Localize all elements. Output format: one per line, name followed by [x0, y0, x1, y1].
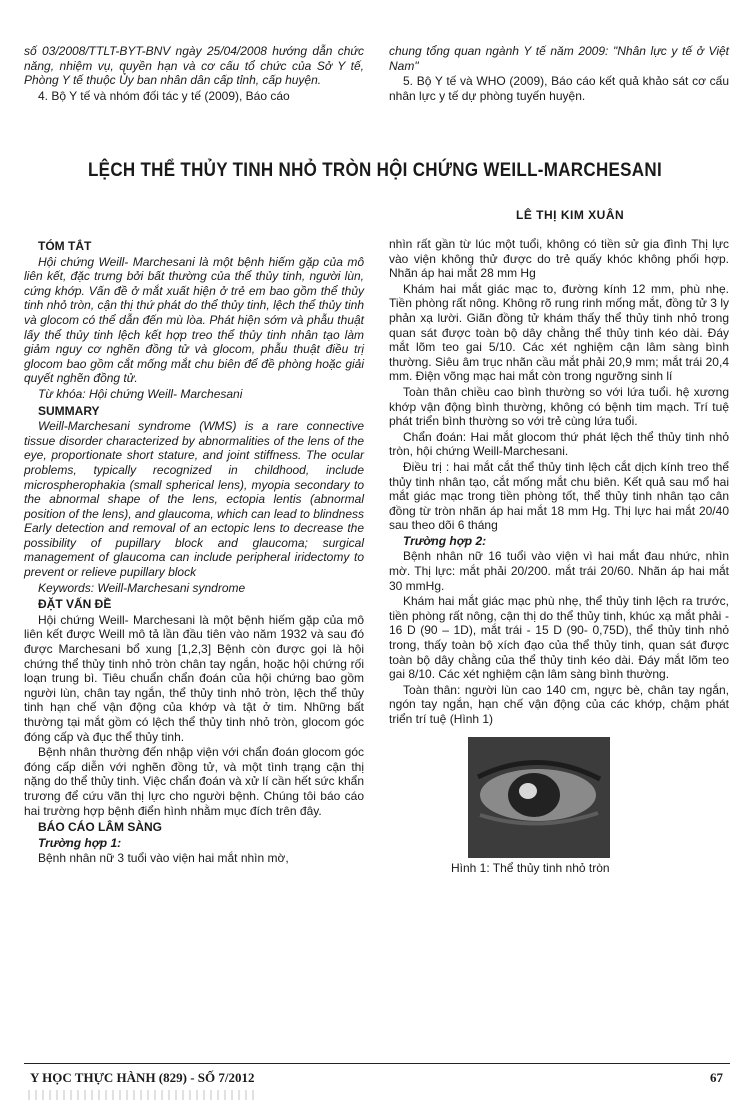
- summary-heading: SUMMARY: [38, 403, 100, 418]
- case-2-history: Bệnh nhân nữ 16 tuổi vào viện vì hai mắt đau nhức, nhìn mờ. Thị lực: mắt phải 20/200. mắt trái 20/60. Nhãn áp hai mắt 30 mmHg.: [389, 549, 729, 593]
- case-1-treatment: Điều trị : hai mắt cắt thể thủy tinh lệch cắt dịch kính treo thể thủy tinh nhân tạo, cắt mống mắt chu biên. Kết quả sau mổ hai mắt giác mạc trong tiền phòng tốt, thể thủy tinh nhân tạo cân đồng từ tròn nhãn áp hai mắt 18 mm Hg. Thị lực hai mắt 20/40 sau theo dõi 6 tháng: [389, 459, 729, 533]
- reference-4-tail: chung tổng quan ngành Y tế năm 2009: "Nhân lực y tế ở Việt Nam": [389, 44, 729, 73]
- reference-5: 5. Bộ Y tế và WHO (2009), Báo cáo kết quả khảo sát cơ cấu nhân lực y tế dự phòng tuyến huyện.: [389, 74, 729, 103]
- reference-3-tail: số 03/2008/TTLT-BYT-BNV ngày 25/04/2008 hướng dẫn chức năng, nhiệm vụ, quyền hạn và cơ cấu tổ chức của Sở Y tế, Phòng Y tế thuộc Ủy ban nhân dân cấp tỉnh, cấp huyện.: [24, 44, 364, 88]
- case-report-heading: BÁO CÁO LÂM SÀNG: [38, 820, 162, 835]
- case-2-exam: Khám hai mắt giác mạc phù nhẹ, thể thủy tinh lệch ra trước, tiền phòng rất nông, cận thị do thể thủy tinh, khúc xạ mắt phải - 16 D (90 – 1D), mắt trái - 15 D (90- 0,75D), thể thủy tinh nhỏ trong, thấy toàn bộ xích đạo của thể thủy tinh, quan sát được toàn bộ dây chằng của thể thủy tinh kéo dài. Đáy mắt lõm teo gai 8/10. Các xét nghiệm cận lâm sàng bình thường.: [389, 594, 729, 682]
- references-continued-right: [389, 44, 729, 104]
- case-1-diagnosis: Chẩn đoán: Hai mắt glocom thứ phát lệch thể thủy tinh nhỏ tròn, hội chứng Weill-Marchesani.: [389, 429, 729, 459]
- case-1-general: Toàn thân chiều cao bình thường so với lứa tuổi. hệ xương khớp vận động bình thường, không có bệnh tim mạch. Trí tuệ phát triển bình thường so với trẻ cùng lứa tuổi.: [389, 384, 729, 429]
- article-title: LỆCH THỂ THỦY TINH NHỎ TRÒN HỘI CHỨNG WEILL-MARCHESANI: [88, 158, 662, 181]
- references-continued-left: [24, 44, 364, 104]
- intro-paragraph-1: Hội chứng Weill- Marchesani là một bệnh hiếm gặp của mô liên kết được Weill mô tả lần đầu tiên vào năm 1932 và sau đó được Marchesani bổ xung [1,2,3] Bệnh còn được gọi là hội chứng thể thủy tinh nhỏ tròn chân tay ngắn, hoặc hội chứng rối loạn trung bì. Tiêu chuẩn chẩn đoán của hội chứng bao gồm người lùn, chân tay ngắn, thể thủy tinh nhỏ tròn, lệch thể thủy tinh hạn chế vận động của khớp và tật ở tim. Những bất thường tại mắt gồm có lệch thể thủy tinh nhỏ tròn, glocom góc đóng cấp và đục thể thủy tinh.: [24, 612, 364, 744]
- case-1-exam: Khám hai mắt giác mạc to, đường kính 12 mm, phù nhẹ. Tiền phòng rất nông. Không rõ rung rinh mống mắt, đồng tử 3 ly phản xạ lười. Giãn đồng tử khám thấy thể thủy tinh nhỏ trong quan sát được toàn bộ dây chằng thể thủy tinh kéo dài. Đáy mắt lõm teo gai 5/10. Các xét nghiệm cận lâm sàng bình thường. Siêu âm trục nhãn cầu mắt phải 20,9 mm; mắt trái 20,4 mm. Điện võng mạc hai mắt còn trong ngưỡng sinh lí: [389, 281, 729, 384]
- figure-caption: Hình 1: Thể thủy tinh nhỏ tròn: [451, 860, 610, 875]
- author-name: LÊ THỊ KIM XUÂN: [516, 208, 625, 222]
- intro-paragraph-2: Bệnh nhân thường đến nhập viện với chẩn đoán glocom góc đóng cấp diễn với nghẽn đồng tử, và một tình trạng cận thị nặng do thể thủy tinh. Việc chẩn đoán và xử lí cần hết sức khẩn trương để cứu vãn thị lực cho người bệnh. Chúng tôi báo cáo hai trường hợp bệnh điển hình nhằm mục đích trên đây.: [24, 745, 364, 818]
- case-2-heading: Trường hợp 2:: [403, 533, 487, 548]
- journal-footer: Y HỌC THỰC HÀNH (829) - SỐ 7/2012: [30, 1070, 255, 1085]
- case-1-paragraph-start: Bệnh nhân nữ 3 tuổi vào viện hai mắt nhìn mờ,: [38, 851, 289, 866]
- page-number: 67: [710, 1070, 723, 1085]
- summary-text: Weill-Marchesani syndrome (WMS) is a rare connective tissue disorder characterized by abnormalities of the lens of the eye, proportionate short stature, and joint stiffness. The ocular problems, typically recognized in childhood, include microspherophakia (small spherical lens), myopia secondary to the abnormal shape of the lens, ectopia lentis (abnormal position of the lens), and glaucoma, which can lead to blindness Early detection and removal of an ectopic lens to decrease the possibility of pupillary block and glaucoma; surgical management of glaucoma can include peripheral iridectomy to prevent or relieve pupillary block: [24, 419, 364, 580]
- figure-eye-photo: [468, 737, 610, 858]
- case-1-paragraph-cont: nhìn rất gần từ lúc một tuổi, không có tiền sử gia đình Thị lực vào viện không thử được do trẻ quấy khóc không phối hợp. Nhãn áp hai mắt 28 mm Hg: [389, 237, 729, 281]
- reference-4: 4. Bộ Y tế và nhóm đối tác y tế (2009), Báo cáo: [38, 88, 290, 103]
- footer-rule: [24, 1063, 730, 1064]
- abstract-text: Hội chứng Weill- Marchesani là một bệnh hiếm gặp của mô liên kết, đặc trưng bởi bất thường của thể thủy tinh, người lùn, cứng khớp. Vấn đề ở mắt xuất hiện ở trẻ em bao gồm thể thủy tinh nhỏ tròn, cận thị thứ phát do thể thủy tinh, lệch thể thủy tinh và glocom có thể dẫn đến mù lòa. Phát hiện sớm và phẫu thuật lấy thể thủy tinh lệch kết hợp treo thể thủy tinh nhân tạo làm giảm nguy cơ nghẽn đồng tử và glocom, phẫu thuật điều trị glocom bao gồm cắt mống mắt chu biên để đề phòng hoặc giải quyết nghẽn đồng tử.: [24, 254, 364, 386]
- intro-heading: ĐẶT VẤN ĐỀ: [38, 597, 112, 612]
- keywords-vi: Từ khóa: Hội chứng Weill- Marchesani: [38, 386, 243, 401]
- scan-artifact: [28, 1090, 258, 1100]
- keywords-en: Keywords: Weill-Marchesani syndrome: [38, 580, 246, 595]
- abstract-heading: TÓM TẮT: [38, 239, 92, 253]
- case-1-heading: Trường hợp 1:: [38, 835, 122, 850]
- left-column: [24, 237, 364, 867]
- right-column: [389, 237, 729, 875]
- eye-image: [468, 737, 610, 858]
- case-2-general: Toàn thân: người lùn cao 140 cm, ngực bè, chân tay ngắn, ngón tay ngắn, hạn chế vận động của các khớp, chậm phát triển trí tuệ (Hình 1): [389, 682, 729, 726]
